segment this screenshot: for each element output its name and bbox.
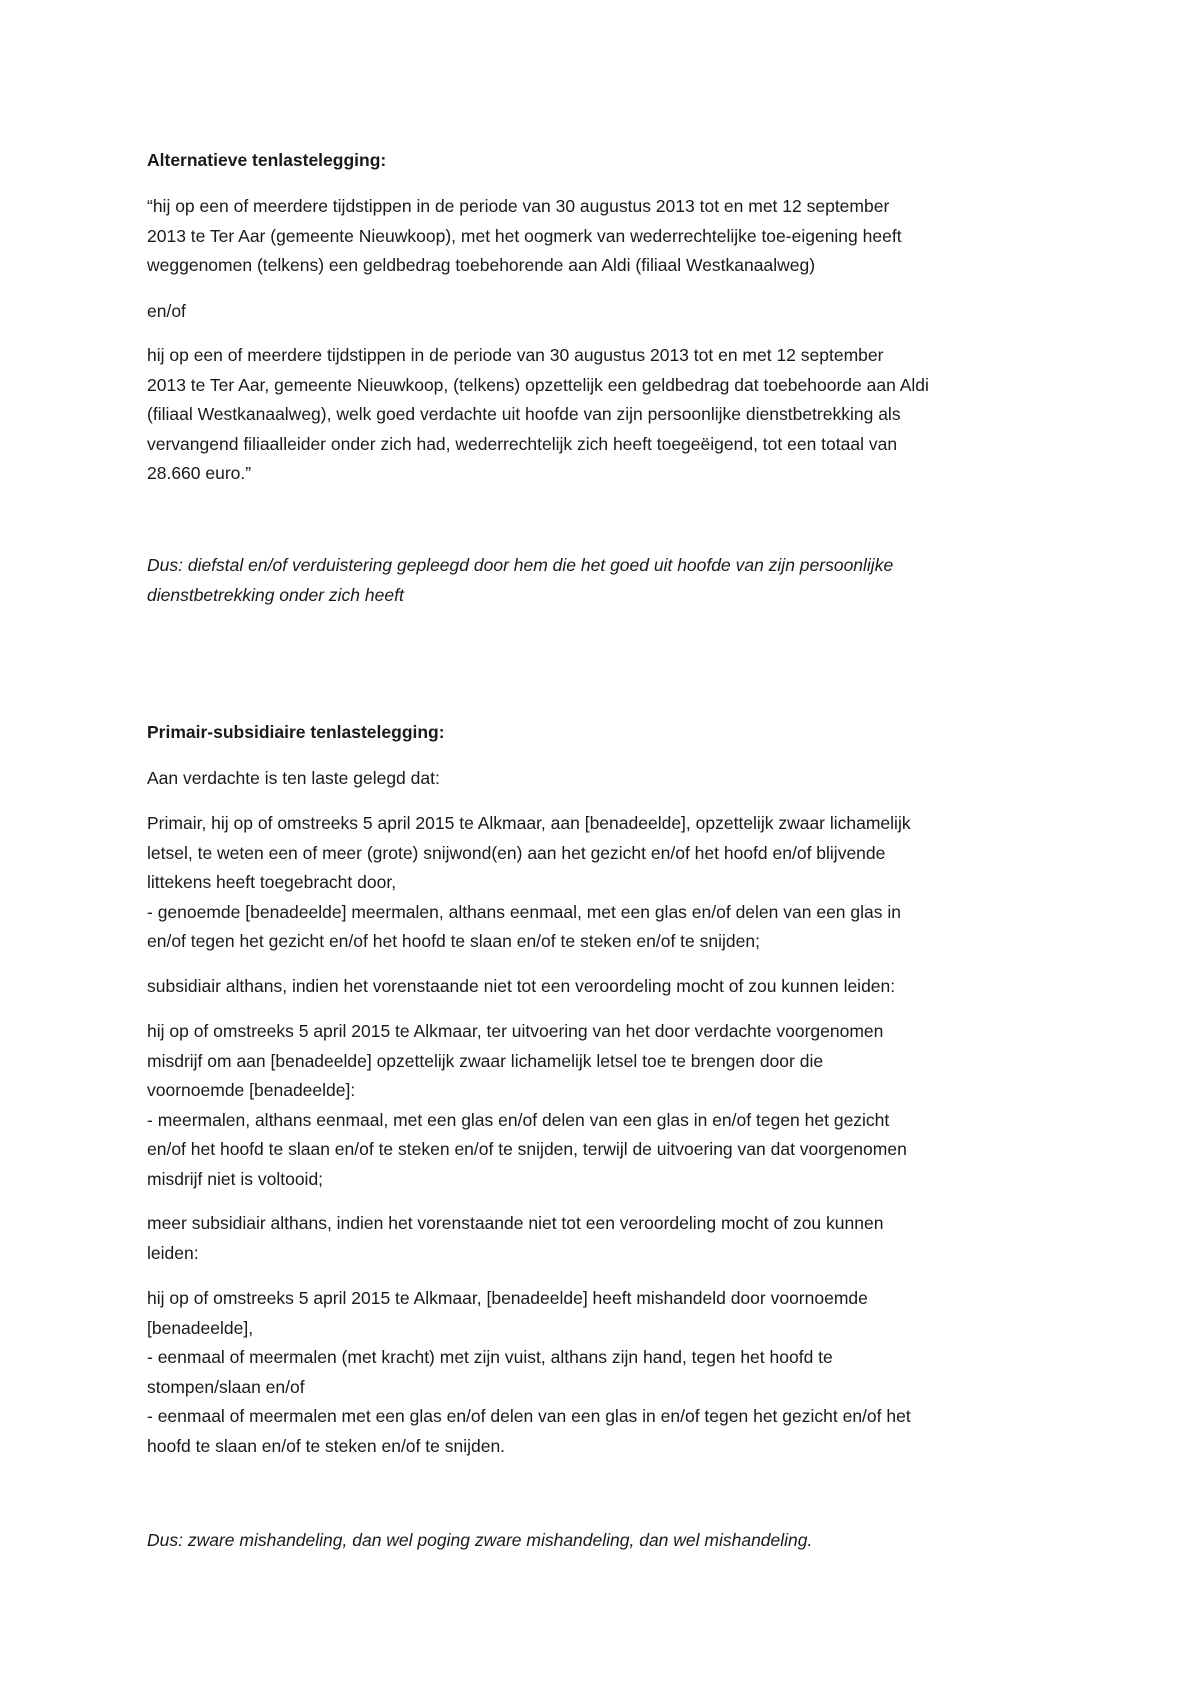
text-line: hij op of omstreeks 5 april 2015 te Alkmaar, [benadeelde] heeft mishandeld door voornoemde <box>147 1288 868 1308</box>
text-line: Dus: diefstal en/of verduistering gepleegd door hem die het goed uit hoofde van zijn persoonlijke <box>147 555 894 575</box>
text-line: littekens heeft toegebracht door, <box>147 872 397 892</box>
text-line: - eenmaal of meermalen (met kracht) met zijn vuist, althans zijn hand, tegen het hoofd te <box>147 1347 833 1367</box>
paragraph-diefstal <box>147 192 1067 281</box>
text-line: (filiaal Westkanaalweg), welk goed verdachte uit hoofde van zijn persoonlijke dienstbetrekking als <box>147 404 901 424</box>
text-line: hij op of omstreeks 5 april 2015 te Alkmaar, ter uitvoering van het door verdachte voorgenomen <box>147 1021 884 1041</box>
text-line: meer subsidiair althans, indien het vorenstaande niet tot een veroordeling mocht of zou kunnen <box>147 1213 884 1233</box>
text-line: misdrijf om aan [benadeelde] opzettelijk zwaar lichamelijk letsel toe te brengen door die <box>147 1050 824 1071</box>
text-line: Primair, hij op of omstreeks 5 april 2015 te Alkmaar, aan [benadeelde], opzettelijk zwaar lichamelijk <box>147 813 911 833</box>
section-heading-primair-subsidiair: Primair-subsidiaire tenlastelegging: <box>147 722 445 742</box>
conclusion-alternatief <box>147 551 1067 610</box>
paragraph-meer-subsidiair <box>147 1284 1067 1461</box>
text-line: 28.660 euro.” <box>147 463 252 483</box>
subsidiair-intro: subsidiair althans, indien het vorenstaande niet tot een veroordeling mocht of zou kunnen leiden: <box>147 976 896 996</box>
text-line: hoofd te slaan en/of te steken en/of te snijden. <box>147 1435 506 1456</box>
text-line: en/of het hoofd te slaan en/of te steken en/of te snijden, terwijl de uitvoering van dat voorgenomen <box>147 1139 907 1159</box>
intro-ten-laste: Aan verdachte is ten laste gelegd dat: <box>147 768 440 788</box>
text-line: [benadeelde], <box>147 1317 254 1338</box>
text-line: 2013 te Ter Aar, gemeente Nieuwkoop, (telkens) opzettelijk een geldbedrag dat toebehoorde aan Aldi <box>147 374 929 395</box>
text-line: “hij op een of meerdere tijdstippen in de periode van 30 augustus 2013 tot en met 12 september <box>147 196 890 216</box>
text-line: letsel, te weten een of meer (grote) snijwond(en) aan het gezicht en/of het hoofd en/of blijvende <box>147 842 886 863</box>
paragraph-subsidiair <box>147 1017 1067 1194</box>
paragraph-verduistering <box>147 341 1067 489</box>
meer-subsidiair-intro <box>147 1209 1067 1268</box>
text-line: 2013 te Ter Aar (gemeente Nieuwkoop), met het oogmerk van wederrechtelijke toe-eigening heeft <box>147 225 902 246</box>
text-line: hij op een of meerdere tijdstippen in de periode van 30 augustus 2013 tot en met 12 september <box>147 345 884 365</box>
text-line: vervangend filiaalleider onder zich had, wederrechtelijk zich heeft toegeëigend, tot een totaal van <box>147 433 898 454</box>
text-line: dienstbetrekking onder zich heeft <box>147 584 404 605</box>
text-line: - eenmaal of meermalen met een glas en/of delen van een glas in en/of tegen het gezicht en/of het <box>147 1406 911 1426</box>
text-line: stompen/slaan en/of <box>147 1376 305 1397</box>
text-line: weggenomen (telkens) een geldbedrag toebehorende aan Aldi (filiaal Westkanaalweg) <box>147 255 816 275</box>
text-line: leiden: <box>147 1242 199 1263</box>
section-heading-alternatief: Alternatieve tenlastelegging: <box>147 150 387 170</box>
text-line: - genoemde [benadeelde] meermalen, althans eenmaal, met een glas en/of delen van een glas in <box>147 901 901 922</box>
text-line: misdrijf niet is voltooid; <box>147 1168 324 1189</box>
text-line: en/of tegen het gezicht en/of het hoofd te slaan en/of te steken en/of te snijden; <box>147 931 760 951</box>
text-line: - meermalen, althans eenmaal, met een glas en/of delen van een glas in en/of tegen het gezicht <box>147 1109 890 1130</box>
text-line: voornoemde [benadeelde]: <box>147 1080 356 1100</box>
conclusion-primair-subsidiair: Dus: zware mishandeling, dan wel poging zware mishandeling, dan wel mishandeling. <box>147 1530 813 1550</box>
paragraph-primair <box>147 809 1067 957</box>
connector-en-of: en/of <box>147 301 186 321</box>
